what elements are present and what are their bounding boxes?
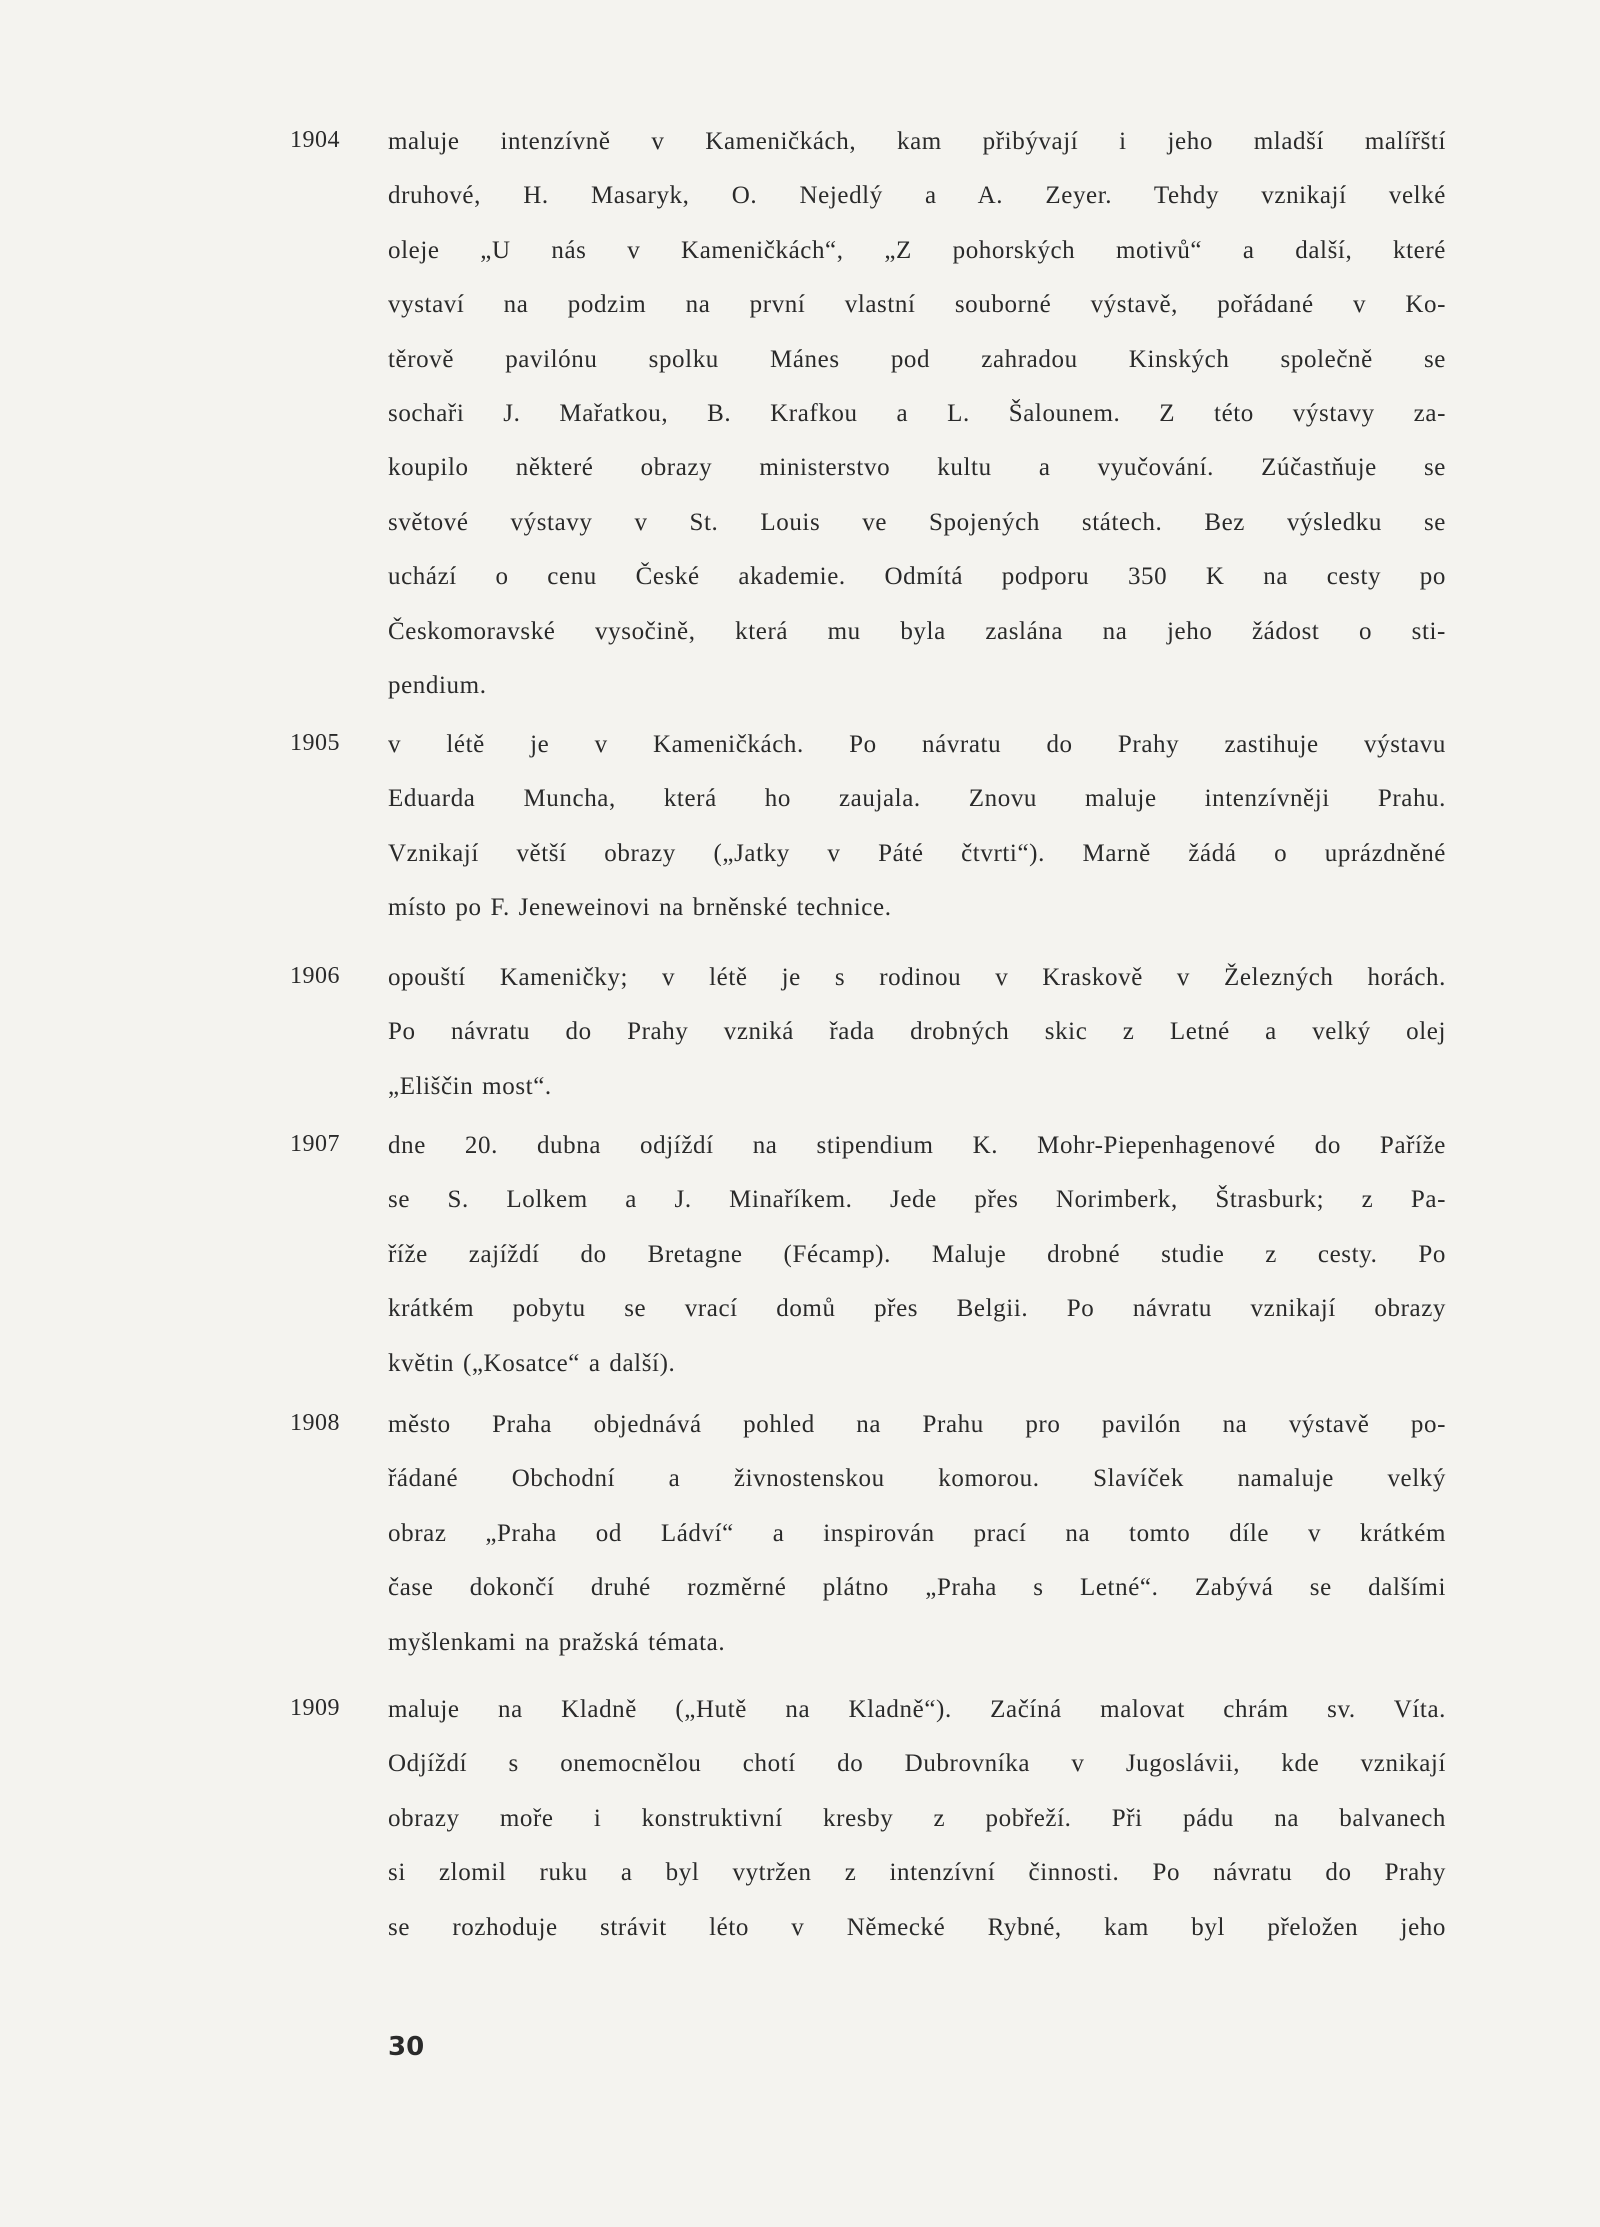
text-line: místo po F. Jeneweinovi na brněnské technice. <box>388 894 892 922</box>
text-line: „Eliščin most“. <box>388 1072 552 1100</box>
text-line: řádané Obchodní a živnostenskou komorou. Slavíček namaluje velký <box>388 1465 1446 1493</box>
text-line: pendium. <box>388 671 487 699</box>
entry-text <box>388 1410 1446 1682</box>
text-line: sochaři J. Mařatkou, B. Krafkou a L. Šalounem. Z této výstavy za- <box>388 399 1446 427</box>
text-line: obrazy moře i konstruktivní kresby z pobřeží. Při pádu na balvanech <box>388 1804 1446 1832</box>
text-line: čase dokončí druhé rozměrné plátno „Praha s Letné“. Zabývá se dalšími <box>388 1574 1446 1602</box>
entry-text <box>388 1695 1446 1967</box>
text-line: se S. Lolkem a J. Minaříkem. Jede přes Norimberk, Štrasburk; z Pa- <box>388 1186 1446 1214</box>
text-line: krátkém pobytu se vrací domů přes Belgii. Po návratu vznikají obrazy <box>388 1295 1446 1323</box>
entry-text <box>388 963 1446 1126</box>
text-line: Po návratu do Prahy vzniká řada drobných skic z Letné a velký olej <box>388 1018 1446 1046</box>
text-line: světové výstavy v St. Louis ve Spojených státech. Bez výsledku se <box>388 508 1446 536</box>
entry-text <box>388 127 1446 725</box>
text-line: říže zajíždí do Bretagne (Fécamp). Maluje drobné studie z cesty. Po <box>388 1240 1446 1268</box>
text-line: květin („Kosatce“ a další). <box>388 1349 676 1377</box>
text-line: uchází o cenu České akademie. Odmítá podporu 350 K na cesty po <box>388 563 1446 591</box>
text-line: myšlenkami na pražská témata. <box>388 1628 726 1656</box>
text-line: město Praha objednává pohled na Prahu pro pavilón na výstavě po- <box>388 1411 1446 1438</box>
text-line: opouští Kameničky; v létě je s rodinou v Kraskově v Železných horách. <box>388 964 1446 991</box>
text-line: těrově pavilónu spolku Mánes pod zahradou Kinských společně se <box>388 345 1446 373</box>
text-line: v létě je v Kameničkách. Po návratu do Prahy zastihuje výstavu <box>388 731 1446 758</box>
text-line: druhové, H. Masaryk, O. Nejedlý a A. Zeyer. Tehdy vznikají velké <box>388 182 1446 210</box>
entry-text <box>388 1131 1446 1403</box>
entry-year: 1906 <box>290 963 340 989</box>
text-line: Českomoravské vysočině, která mu byla zaslána na jeho žádost o sti- <box>388 617 1446 645</box>
text-line: dne 20. dubna odjíždí na stipendium K. Mohr-Piepenhagenové do Paříže <box>388 1132 1446 1159</box>
text-line: Vznikají větší obrazy („Jatky v Páté čtvrti“). Marně žádá o uprázdněné <box>388 839 1446 867</box>
entry-year: 1907 <box>290 1131 340 1157</box>
entry-year: 1904 <box>290 127 340 153</box>
text-line: koupilo některé obrazy ministerstvo kultu a vyučování. Zúčastňuje se <box>388 454 1446 482</box>
entry-year: 1905 <box>290 730 340 756</box>
entry-year: 1909 <box>290 1695 340 1721</box>
entry-text <box>388 730 1446 948</box>
text-line: si zlomil ruku a byl vytržen z intenzívní činnosti. Po návratu do Prahy <box>388 1859 1446 1887</box>
text-line: Odjíždí s onemocnělou chotí do Dubrovníka v Jugoslávii, kde vznikají <box>388 1750 1446 1778</box>
text-line: maluje na Kladně („Hutě na Kladně“). Začíná malovat chrám sv. Víta. <box>388 1696 1446 1723</box>
page-number: 30 <box>388 2032 425 2062</box>
text-line: Eduarda Muncha, která ho zaujala. Znovu maluje intenzívněji Prahu. <box>388 785 1446 813</box>
text-line: se rozhoduje strávit léto v Německé Rybné, kam byl přeložen jeho <box>388 1913 1446 1941</box>
entry-year: 1908 <box>290 1410 340 1436</box>
text-line: obraz „Praha od Ládví“ a inspirován prací na tomto díle v krátkém <box>388 1519 1446 1547</box>
text-line: oleje „U nás v Kameničkách“, „Z pohorských motivů“ a další, které <box>388 236 1446 264</box>
text-line: maluje intenzívně v Kameničkách, kam přibývají i jeho mladší malířští <box>388 128 1446 155</box>
text-line: vystaví na podzim na první vlastní souborné výstavě, pořádané v Ko- <box>388 291 1446 319</box>
